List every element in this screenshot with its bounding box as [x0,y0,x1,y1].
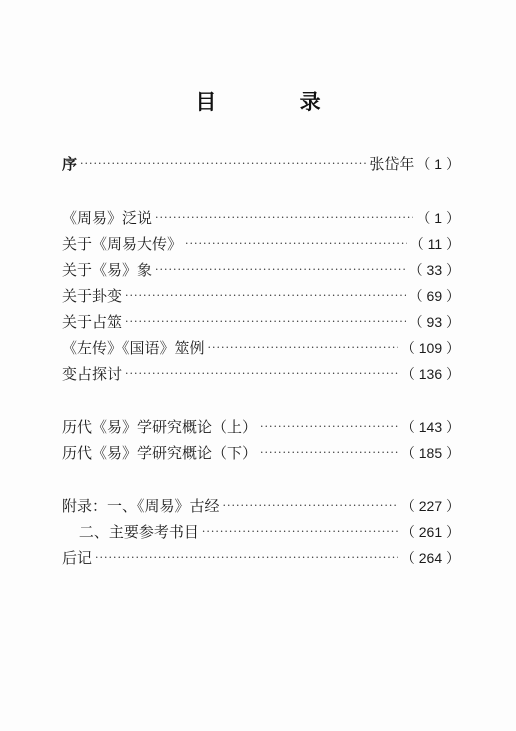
toc-entry [62,258,460,282]
dot-leader [125,310,406,334]
toc-entry-label: 《周易》泛说 [62,209,153,227]
toc-entry-page: （ 1 ） [416,156,460,172]
toc-entry [62,415,460,439]
toc-entry-label: 历代《易》学研究概论（上） [62,418,258,436]
toc-entry-page: （ 261 ） [400,524,460,540]
toc-entry [62,232,460,256]
toc-entry [62,310,460,334]
dot-leader [260,415,398,439]
toc-entry-label: 关于卦变 [62,287,123,305]
toc-entry-appendix [62,520,460,544]
dot-leader [155,206,413,230]
toc-entry-label: 二、主要参考书目 [78,523,199,541]
toc-entry-page: （ 1 ） [416,210,460,226]
dot-leader [202,520,398,544]
toc-entry-label: 序 [62,155,78,173]
toc-entry-label: 关于《易》象 [62,261,153,279]
dot-leader [125,284,406,308]
toc-entry-page: （ 11 ） [409,236,460,252]
toc-entry-page: （ 227 ） [400,498,460,514]
toc-entry-page: （ 93 ） [408,314,460,330]
page-title: 目 录 [195,90,359,114]
dot-leader [95,546,398,570]
toc-entry-appendix [62,494,460,518]
toc-entry-label: 《左传》《国语》筮例 [62,339,205,357]
toc-entry-label: 变占探讨 [62,365,123,383]
toc-entry-label: 附录：一、《周易》古经 [62,497,220,515]
dot-leader [155,258,406,282]
toc-entry-author: 张岱年 [369,155,415,173]
toc-entry-afterword [62,546,460,570]
toc-entry [62,284,460,308]
dot-leader [260,441,398,465]
toc-entry-preface [62,152,460,176]
toc-entry [62,362,460,386]
dot-leader [185,232,407,256]
toc-entry-label: 关于占筮 [62,313,123,331]
toc-entry-page: （ 136 ） [400,366,460,382]
toc-entry-label: 后记 [62,549,93,567]
toc-entry-page: （ 143 ） [400,419,460,435]
dot-leader [80,152,366,176]
toc-entry [62,441,460,465]
toc-entry-page: （ 264 ） [400,550,460,566]
dot-leader [208,336,398,360]
dot-leader [125,362,398,386]
toc-entry [62,336,460,360]
toc-entry-page: （ 33 ） [408,262,460,278]
dot-leader [223,494,398,518]
toc-entry-page: （ 185 ） [400,445,460,461]
toc-entry-label: 关于《周易大传》 [62,235,183,253]
toc-entry-label: 历代《易》学研究概论（下） [62,444,258,462]
toc-entry-page: （ 69 ） [408,288,460,304]
toc-entry [62,206,460,230]
toc-entry-page: （ 109 ） [400,340,460,356]
